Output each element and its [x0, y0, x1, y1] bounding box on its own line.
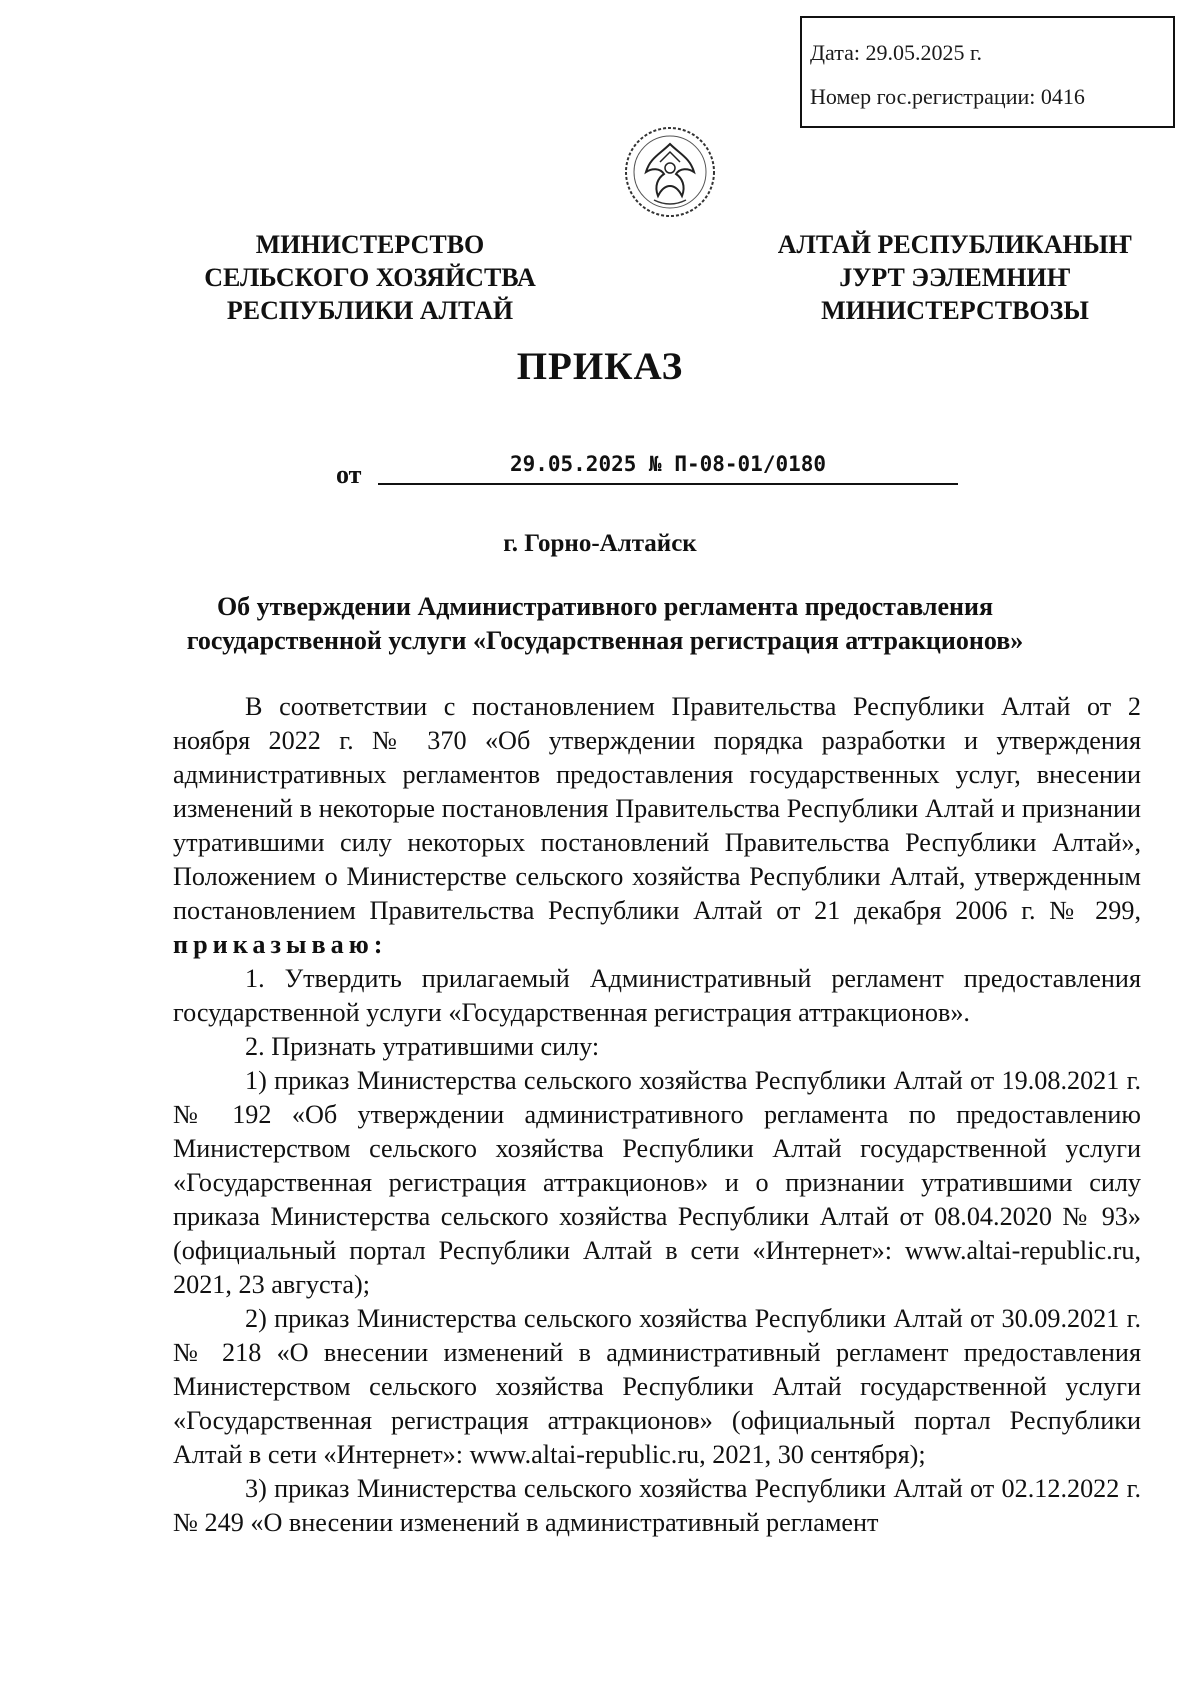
order-subject-line: Об утверждении Административного регламента предоставления	[216, 592, 994, 621]
order-date-number: 29.05.2025 № П-08-01/0180	[509, 452, 827, 476]
altai-coat-of-arms-icon	[620, 122, 720, 222]
item-2-3-paragraph: 3) приказ Министерства сельского хозяйства Республики Алтай от 02.12.2022 г. № 249 «О внесении изменений в административный регламент	[173, 1474, 1141, 1537]
ministry-name-line: МИНИСТЕРСТВОЗЫ	[821, 296, 1089, 325]
order-subject	[150, 590, 1060, 658]
registration-number	[810, 84, 1085, 110]
registration-stamp	[800, 16, 1175, 128]
ministry-name-line: ЈУРТ ЭЭЛЕМНИҤ	[839, 263, 1071, 292]
issue-city: г. Горно-Алтайск	[503, 530, 697, 557]
ministry-name-line: РЕСПУБЛИКИ АЛТАЙ	[226, 296, 514, 325]
from-label: от	[336, 460, 362, 489]
date-underline	[378, 483, 958, 485]
intro-text: В соответствии с постановлением Правительства Республики Алтай от 2 ноября 2022 г. № 370 «Об утверждении порядка разработки и утверждения административных регламентов предоставления государственных услуг, внесении изменений в некоторые постановления Правительства Республики Алтай и признании утратившими силу некоторых постановлений Правительства Республики Алтай», Положением о Министерстве сельского хозяйства Республики Алтай, утвержденным постановлением Правительства Республики Алтай от 21 декабря 2006 г. № 299,	[173, 692, 1141, 925]
ministry-name-russian	[190, 228, 550, 327]
item-2-2-paragraph: 2) приказ Министерства сельского хозяйства Республики Алтай от 30.09.2021 г. № 218 «О внесении изменений в административный регламент предоставления Министерством сельского хозяйства Республики Алтай государственной услуги «Государственная регистрация аттракционов» (официальный портал Республики Алтай в сети «Интернет»: www.altai-republic.ru, 2021, 30 сентября);	[173, 1304, 1141, 1469]
registration-number-label: Номер гос.регистрации:	[810, 84, 1036, 109]
registration-date-value: 29.05.2025 г.	[865, 40, 983, 65]
registration-number-value: 0416	[1040, 84, 1085, 109]
order-body	[173, 690, 1141, 1540]
item-2-paragraph: 2. Признать утратившими силу:	[245, 1032, 600, 1061]
order-subject-line: государственной услуги «Государственная регистрация аттракционов»	[186, 626, 1024, 655]
document-type-title: ПРИКАЗ	[516, 345, 684, 388]
decree-word: приказываю:	[173, 930, 388, 959]
ministry-name-line: МИНИСТЕРСТВО	[255, 230, 485, 259]
registration-date-label: Дата:	[810, 40, 860, 65]
registration-date	[810, 40, 982, 66]
item-1-paragraph: 1. Утвердить прилагаемый Административный регламент предоставления государственной услуги «Государственная регистрация аттракционов».	[173, 964, 1141, 1027]
ministry-name-line: АЛТАЙ РЕСПУБЛИКАНЫҤ	[777, 230, 1133, 259]
item-2-1-paragraph: 1) приказ Министерства сельского хозяйства Республики Алтай от 19.08.2021 г. № 192 «Об утверждении административного регламента по предоставлению Министерством сельского хозяйства Республики Алтай государственной услуги «Государственная регистрация аттракционов» и о признании утратившими силу приказа Министерства сельского хозяйства Республики Алтай от 08.04.2020 № 93» (официальный портал Республики Алтай в сети «Интернет»: www.altai-republic.ru, 2021, 23 августа);	[173, 1066, 1141, 1299]
ministry-name-line: СЕЛЬСКОГО ХОЗЯЙСТВА	[204, 263, 536, 292]
ministry-name-altai	[755, 228, 1155, 327]
intro-paragraph	[173, 690, 1141, 962]
